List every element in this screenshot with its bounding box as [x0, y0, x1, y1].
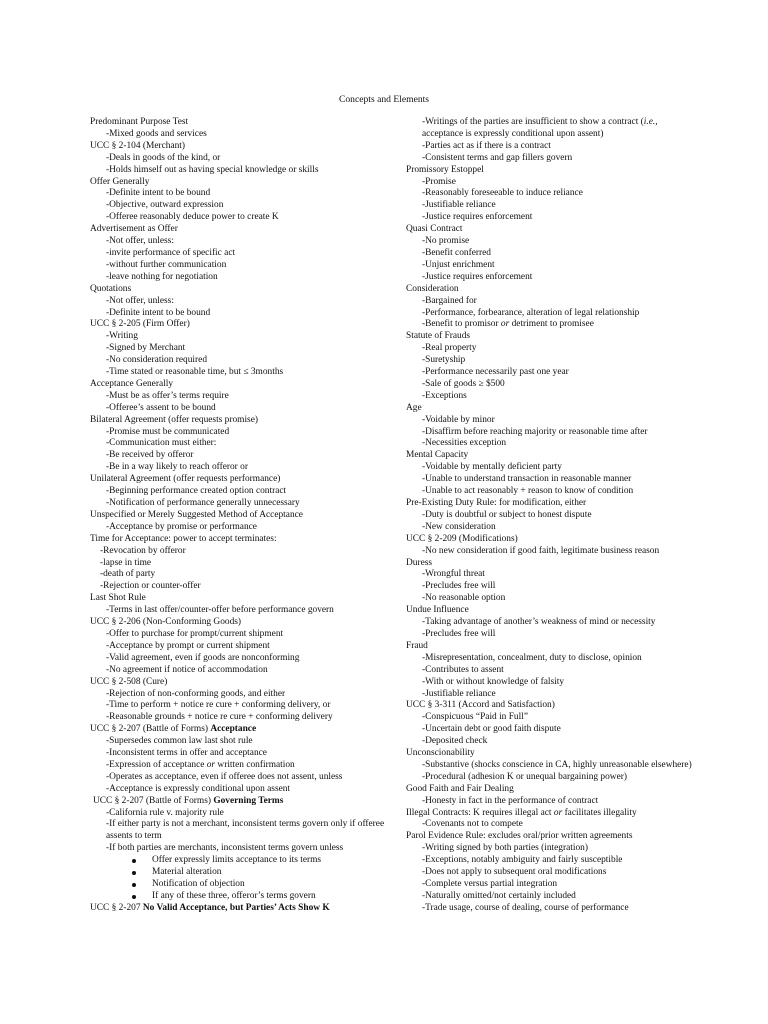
- heading-line: [406, 808, 702, 820]
- detail-line: -Communication must either:: [106, 438, 217, 449]
- detail-line: -Rejection of non-conforming goods, and either: [106, 688, 286, 699]
- detail-line: -Acceptance is expressly conditional upon assent: [106, 783, 291, 794]
- detail-line: -Offeree reasonably deduce power to create K: [106, 212, 279, 223]
- heading-line: UCC § 2-205 (Firm Offer): [90, 319, 190, 330]
- heading-line: Unspecified or Merely Suggested Method of Acceptance: [90, 509, 303, 520]
- detail-line: -Valid agreement, even if goods are nonconforming: [106, 652, 300, 663]
- detail-line: -Promise must be communicated: [106, 426, 230, 437]
- detail-line: -Unjust enrichment: [422, 259, 495, 270]
- detail-line: -Precludes free will: [422, 628, 496, 639]
- heading-line: UCC § 2-104 (Merchant): [90, 140, 186, 151]
- detail-line: -Supersedes common law last shot rule: [106, 736, 253, 747]
- heading-line: UCC § 2-209 (Modifications): [406, 533, 518, 544]
- detail-line: -Justice requires enforcement: [422, 271, 533, 282]
- text-part: , acceptance is expressly conditional upon assent): [422, 117, 658, 139]
- detail-line: -Justice requires enforcement: [422, 212, 533, 223]
- heading-line: Advertisement as Offer: [90, 224, 178, 235]
- left-column: [90, 117, 390, 915]
- detail-line: -Terms in last offer/counter-offer before performance govern: [106, 605, 334, 616]
- heading-line: UCC § 3-311 (Accord and Satisfaction): [406, 700, 555, 711]
- detail-line: -Operates as acceptance, even if offeree does not assent, unless: [106, 771, 343, 782]
- detail-line: -Consistent terms and gap fillers govern: [422, 152, 573, 163]
- detail-line: -Parties act as if there is a contract: [422, 140, 551, 151]
- heading-line: UCC § 2-508 (Cure): [90, 676, 168, 687]
- heading-text: UCC § 2-207: [90, 902, 143, 913]
- detail-line: -Covenants not to compete: [422, 819, 523, 830]
- heading-line: Bilateral Agreement (offer requests promise): [90, 414, 258, 425]
- heading-bold-text: Governing Terms: [213, 795, 284, 806]
- detail-line: -Substantive (shocks conscience in CA, highly unreasonable elsewhere): [422, 759, 692, 770]
- detail-line: -Not offer, unless:: [106, 295, 174, 306]
- detail-line: -Naturally omitted/not certainly included: [422, 890, 576, 901]
- bullet-line: [90, 879, 390, 891]
- detail-line: -Voidable by minor: [422, 414, 495, 425]
- detail-line: -Bargained for: [422, 295, 477, 306]
- heading-line: Pre-Existing Duty Rule: for modification, either: [406, 498, 587, 508]
- detail-line: -No agreement if notice of accommodation: [106, 664, 268, 675]
- detail-line: [90, 760, 390, 772]
- detail-line: -Procedural (adhesion K or unequal bargaining power): [422, 771, 627, 782]
- detail-line: -Offeree’s assent to be bound: [106, 402, 216, 413]
- detail-line: -Be received by offeror: [106, 450, 194, 461]
- detail-line: -Notification of performance generally unnecessary: [106, 498, 300, 508]
- heading-line: Statute of Frauds: [406, 331, 471, 342]
- detail-line: -Must be as offer’s terms require: [106, 390, 229, 401]
- detail-line: -Reasonably foreseeable to induce reliance: [422, 188, 583, 199]
- heading-line: Acceptance Generally: [90, 378, 174, 389]
- italic-text: or: [553, 807, 563, 818]
- detail-line: -Disaffirm before reaching majority or reasonable time after: [422, 426, 648, 437]
- heading-line: UCC § 2-206 (Non-Conforming Goods): [90, 617, 242, 628]
- heading-text: UCC § 2-207 (Battle of Forms): [90, 724, 211, 735]
- heading-line: Promissory Estoppel: [406, 164, 484, 175]
- detail-line: -Does not apply to subsequent oral modifications: [422, 867, 607, 878]
- detail-line: -Acceptance by promise or performance: [106, 521, 257, 532]
- detail-line: -Revocation by offeror: [100, 545, 186, 556]
- detail-line: -Objective, outward expression: [106, 200, 224, 211]
- bullet-line: [90, 867, 390, 879]
- italic-text: or: [500, 319, 510, 330]
- detail-line: -No new consideration if good faith, legitimate business reason: [422, 545, 660, 556]
- detail-line: -Performance necessarily past one year: [422, 367, 569, 378]
- detail-line: -Writing signed by both parties (integration): [422, 843, 588, 854]
- detail-line: -Time to perform + notice re cure + conforming delivery, or: [106, 700, 331, 711]
- detail-line: -Reasonable grounds + notice re cure + conforming delivery: [106, 712, 333, 723]
- bullet-text: Offer expressly limits acceptance to its terms: [152, 855, 322, 866]
- detail-line: -Unable to act reasonably + reason to know of condition: [422, 486, 634, 497]
- bullet-line: [90, 855, 390, 867]
- heading-line: Parol Evidence Rule: excludes oral/prior written agreements: [406, 831, 633, 842]
- heading-line: Unilateral Agreement (offer requests performance): [90, 474, 281, 485]
- heading-line: Predominant Purpose Test: [90, 117, 189, 127]
- detail-line: -Justifiable reliance: [422, 688, 496, 699]
- detail-line: -Definite intent to be bound: [106, 188, 211, 199]
- detail-line: -leave nothing for negotiation: [106, 271, 218, 282]
- detail-line: -without further communication: [106, 259, 227, 270]
- detail-line: -Definite intent to be bound: [106, 307, 211, 318]
- heading-line: Quasi Contract: [406, 224, 463, 235]
- detail-line: -Acceptance by prompt or current shipment: [106, 640, 270, 651]
- detail-line: -No promise: [422, 236, 470, 247]
- bullet-text: Material alteration: [152, 867, 222, 878]
- detail-line: -Signed by Merchant: [106, 343, 186, 354]
- detail-line: -Mixed goods and services: [106, 128, 207, 139]
- detail-line: -Duty is doubtful or subject to honest dispute: [422, 509, 592, 520]
- detail-line: -Holds himself out as having special knowledge or skills: [106, 164, 319, 175]
- detail-line: -Necessities exception: [422, 438, 507, 449]
- heading-bold-text: No Valid Acceptance, but Parties’ Acts Show K: [142, 902, 330, 913]
- heading-line: Duress: [406, 557, 433, 568]
- detail-line: -Time stated or reasonable time, but ≤ 3months: [106, 367, 284, 378]
- detail-line: -Conspicuous “Paid in Full”: [422, 712, 528, 723]
- detail-line: -invite performance of specific act: [106, 247, 236, 258]
- detail-line: -Exceptions, notably ambiguity and fairly susceptible: [422, 855, 623, 866]
- detail-line: [406, 319, 702, 331]
- detail-line: -Promise: [422, 176, 456, 187]
- detail-line: -Suretyship: [422, 355, 466, 366]
- detail-line: -Uncertain debt or good faith dispute: [422, 724, 561, 735]
- heading-line: Quotations: [90, 283, 132, 294]
- right-column: [406, 117, 702, 915]
- detail-line: -No consideration required: [106, 355, 208, 366]
- detail-line: [406, 117, 702, 141]
- detail-line: -Justifiable reliance: [422, 200, 496, 211]
- heading-line: [90, 724, 390, 736]
- text-part: -Benefit to promisor: [422, 319, 501, 330]
- detail-line: -Deals in goods of the kind, or: [106, 152, 221, 163]
- text-part: Illegal Contracts: K requires illegal act: [406, 807, 554, 818]
- detail-line: -Inconsistent terms in offer and acceptance: [106, 748, 267, 759]
- detail-line: -Misrepresentation, concealment, duty to disclose, opinion: [422, 652, 642, 663]
- detail-line: -Rejection or counter-offer: [100, 581, 201, 592]
- detail-line: -Deposited check: [422, 736, 488, 747]
- heading-line: Age: [406, 402, 422, 413]
- detail-line: -Benefit conferred: [422, 247, 491, 258]
- heading-line: [90, 796, 390, 808]
- heading-line: Mental Capacity: [406, 450, 469, 461]
- page-title: Concepts and Elements: [338, 94, 430, 105]
- heading-line: Time for Acceptance: power to accept terminates:: [90, 533, 277, 544]
- detail-line: -Real property: [422, 343, 477, 354]
- detail-line: -Performance, forbearance, alteration of legal relationship: [422, 307, 640, 318]
- bullet-text: If any of these three, offeror’s terms govern: [152, 890, 316, 901]
- detail-line: -Writing: [106, 331, 138, 342]
- detail-line: -death of party: [100, 569, 156, 580]
- bullet-line: [90, 891, 390, 903]
- detail-line: -Sale of goods ≥ $500: [422, 378, 505, 389]
- detail-line: -Trade usage, course of dealing, course of performance: [422, 902, 629, 913]
- detail-line: -Unable to understand transaction in reasonable manner: [422, 474, 632, 485]
- detail-line: -lapse in time: [100, 557, 152, 568]
- detail-line: -With or without knowledge of falsity: [422, 676, 565, 687]
- bullet-text: Notification of objection: [152, 879, 245, 889]
- detail-line: -If either party is not a merchant, inconsistent terms govern only if offeree assents to term: [106, 819, 385, 842]
- detail-line: -Honesty in fact in the performance of contract: [422, 795, 599, 806]
- italic-text: i.e.: [643, 117, 656, 127]
- detail-line: -Contributes to assent: [422, 664, 504, 675]
- text-part: written confirmation: [215, 759, 295, 770]
- heading-line: Good Faith and Fair Dealing: [406, 783, 514, 794]
- detail-line: -New consideration: [422, 521, 496, 532]
- heading-bold-text: Acceptance: [210, 724, 257, 735]
- detail-line: -California rule v. majority rule: [106, 807, 224, 818]
- heading-line: Undue Influence: [406, 605, 469, 616]
- heading-line: Unconscionability: [406, 748, 475, 759]
- detail-line: -No reasonable option: [422, 593, 506, 604]
- detail-line: -If both parties are merchants, inconsistent terms govern unless: [106, 843, 344, 854]
- heading-line: [90, 903, 390, 915]
- text-part: -Expression of acceptance: [106, 759, 207, 770]
- detail-line: -Wrongful threat: [422, 569, 485, 580]
- detail-line: -Beginning performance created option contract: [106, 486, 287, 497]
- detail-line: -Complete versus partial integration: [422, 879, 558, 889]
- detail-line: -Offer to purchase for prompt/current shipment: [106, 628, 284, 639]
- text-part: facilitates illegality: [562, 807, 637, 818]
- detail-line: -Be in a way likely to reach offeror or: [106, 462, 248, 473]
- heading-line: Offer Generally: [90, 176, 150, 187]
- heading-line: Fraud: [406, 640, 428, 651]
- detail-line: -Taking advantage of another’s weakness of mind or necessity: [422, 617, 656, 628]
- heading-text: UCC § 2-207 (Battle of Forms): [93, 795, 214, 806]
- heading-line: Consideration: [406, 283, 459, 294]
- detail-line: -Exceptions: [422, 390, 467, 401]
- detail-line: -Not offer, unless:: [106, 236, 174, 247]
- detail-line: -Precludes free will: [422, 581, 496, 592]
- text-part: detriment to promisee: [509, 319, 594, 330]
- detail-line: -Voidable by mentally deficient party: [422, 462, 562, 473]
- italic-text: or: [206, 759, 216, 770]
- text-part: -Writings of the parties are insufficient to show a contract (: [422, 117, 644, 127]
- heading-line: Last Shot Rule: [90, 593, 146, 604]
